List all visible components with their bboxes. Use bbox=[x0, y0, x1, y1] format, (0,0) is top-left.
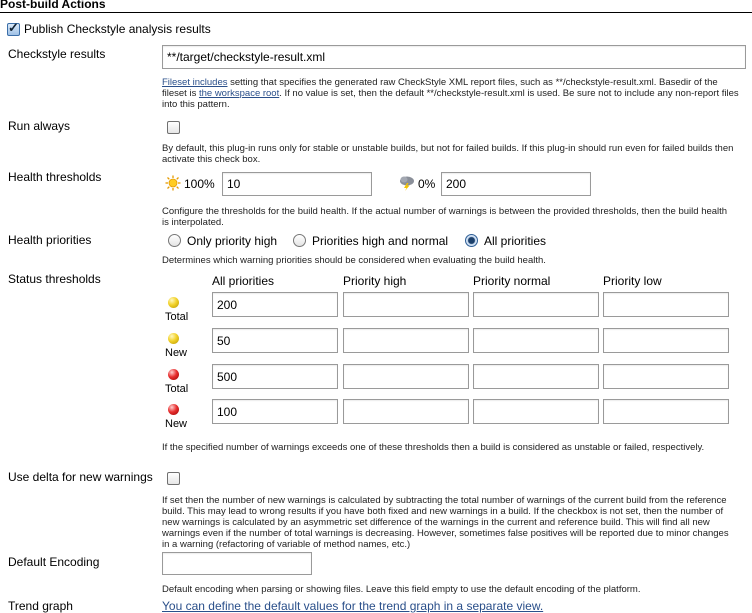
row-label-total: Total bbox=[165, 383, 189, 395]
unstable-new-normal-input[interactable] bbox=[473, 328, 599, 353]
radio-all-priorities[interactable] bbox=[465, 234, 478, 247]
checkstyle-results-label: Checkstyle results bbox=[8, 47, 106, 61]
healthy-threshold-input[interactable] bbox=[222, 172, 372, 196]
trend-graph-settings-link[interactable]: You can define the default values for the trend graph in a separate view. bbox=[162, 599, 544, 613]
failed-total-normal-input[interactable] bbox=[473, 364, 599, 389]
column-header-all-priorities: All priorities bbox=[212, 274, 275, 288]
use-delta-checkbox[interactable] bbox=[167, 472, 180, 485]
health-priorities-help: Determines which warning priorities should be considered when evaluating the build health. bbox=[162, 255, 546, 266]
default-encoding-label: Default Encoding bbox=[8, 555, 100, 569]
section-divider bbox=[0, 12, 752, 13]
failure-ball-icon bbox=[168, 404, 179, 415]
failed-new-high-input[interactable] bbox=[343, 399, 469, 424]
publish-checkstyle-label: Publish Checkstyle analysis results bbox=[24, 22, 211, 36]
unstable-new-low-input[interactable] bbox=[603, 328, 729, 353]
row-label-total: Total bbox=[165, 311, 189, 323]
status-thresholds-label: Status thresholds bbox=[8, 272, 101, 286]
radio-all-priorities-label: All priorities bbox=[484, 234, 547, 248]
unstable-total-all-input[interactable] bbox=[212, 292, 338, 317]
failed-total-low-input[interactable] bbox=[603, 364, 729, 389]
run-always-label: Run always bbox=[8, 119, 71, 133]
column-header-priority-low: Priority low bbox=[603, 274, 662, 288]
healthy-percent-label: 100% bbox=[184, 177, 215, 191]
unstable-total-high-input[interactable] bbox=[343, 292, 469, 317]
unstable-new-high-input[interactable] bbox=[343, 328, 469, 353]
failed-new-normal-input[interactable] bbox=[473, 399, 599, 424]
health-priorities-label: Health priorities bbox=[8, 233, 92, 247]
default-encoding-help: Default encoding when parsing or showing files. Leave this field empty to use the default encoding of the platform. bbox=[162, 584, 641, 595]
radio-priority-high-normal[interactable] bbox=[293, 234, 306, 247]
section-title: Post-build Actions bbox=[0, 0, 106, 11]
use-delta-help: If set then the number of new warnings is calculated by subtracting the total number of warnings of the current build from the reference build. This may lead to wrong results if you have both fixed and new warnings in a build. If the checkbox is not set, then the number of new warnings is calculated by an asymmetric set difference of the warnings in the current and reference build. This will find all new warnings even if the number of total warnings is decreasing. However, sometimes false positives will be reported due to minor changes in a warning (refactoring of variable of method names, etc.) bbox=[162, 495, 729, 550]
checkstyle-results-help: Fileset includes setting that specifies the generated raw CheckStyle XML report files, such as **/checkstyle-result.xml. Basedir of the fileset is the workspace root. If no value is set, then the default **/checkstyle-result.xml is used. Be sure not to include any non-report files into this pattern. bbox=[162, 77, 739, 110]
workspace-root-link[interactable]: the workspace root bbox=[198, 88, 280, 99]
publish-checkstyle-checkbox[interactable] bbox=[7, 20, 20, 36]
unhealthy-percent-label: 0% bbox=[418, 177, 436, 191]
checkmark-icon: ✓ bbox=[8, 20, 19, 35]
failed-new-all-input[interactable] bbox=[212, 399, 338, 424]
unstable-total-low-input[interactable] bbox=[603, 292, 729, 317]
failure-ball-icon bbox=[168, 369, 179, 380]
failed-total-all-input[interactable] bbox=[212, 364, 338, 389]
status-thresholds-help: If the specified number of warnings exceeds one of these thresholds then a build is considered as unstable or failed, respectively. bbox=[162, 442, 705, 453]
unstable-ball-icon bbox=[168, 297, 179, 308]
column-header-priority-high: Priority high bbox=[343, 274, 407, 288]
fileset-includes-link[interactable]: Fileset includes bbox=[162, 77, 228, 88]
use-delta-label: Use delta for new warnings bbox=[8, 470, 153, 484]
health-thresholds-help: Configure the thresholds for the build health. If the actual number of warnings is between the provided thresholds, then the build health is interpolated. bbox=[162, 206, 728, 228]
column-header-priority-normal: Priority normal bbox=[473, 274, 551, 288]
radio-priority-high-normal-label: Priorities high and normal bbox=[312, 234, 449, 248]
run-always-help: By default, this plug-in runs only for stable or unstable builds, but not for failed builds. If this plug-in should run even for failed builds then activate this check box. bbox=[162, 143, 734, 165]
trend-graph-label: Trend graph bbox=[8, 599, 73, 613]
unstable-total-normal-input[interactable] bbox=[473, 292, 599, 317]
radio-priority-high[interactable] bbox=[168, 234, 181, 247]
default-encoding-input[interactable] bbox=[162, 552, 312, 575]
run-always-checkbox[interactable] bbox=[167, 121, 180, 134]
failed-total-high-input[interactable] bbox=[343, 364, 469, 389]
sunny-weather-icon bbox=[165, 175, 181, 191]
unstable-ball-icon bbox=[168, 333, 179, 344]
radio-priority-high-label: Only priority high bbox=[187, 234, 278, 248]
stormy-weather-icon bbox=[398, 175, 416, 191]
health-thresholds-label: Health thresholds bbox=[8, 170, 102, 184]
row-label-new: New bbox=[165, 347, 188, 359]
checkstyle-results-input[interactable] bbox=[162, 45, 746, 69]
row-label-new: New bbox=[165, 418, 188, 430]
failed-new-low-input[interactable] bbox=[603, 399, 729, 424]
unhealthy-threshold-input[interactable] bbox=[441, 172, 591, 196]
unstable-new-all-input[interactable] bbox=[212, 328, 338, 353]
